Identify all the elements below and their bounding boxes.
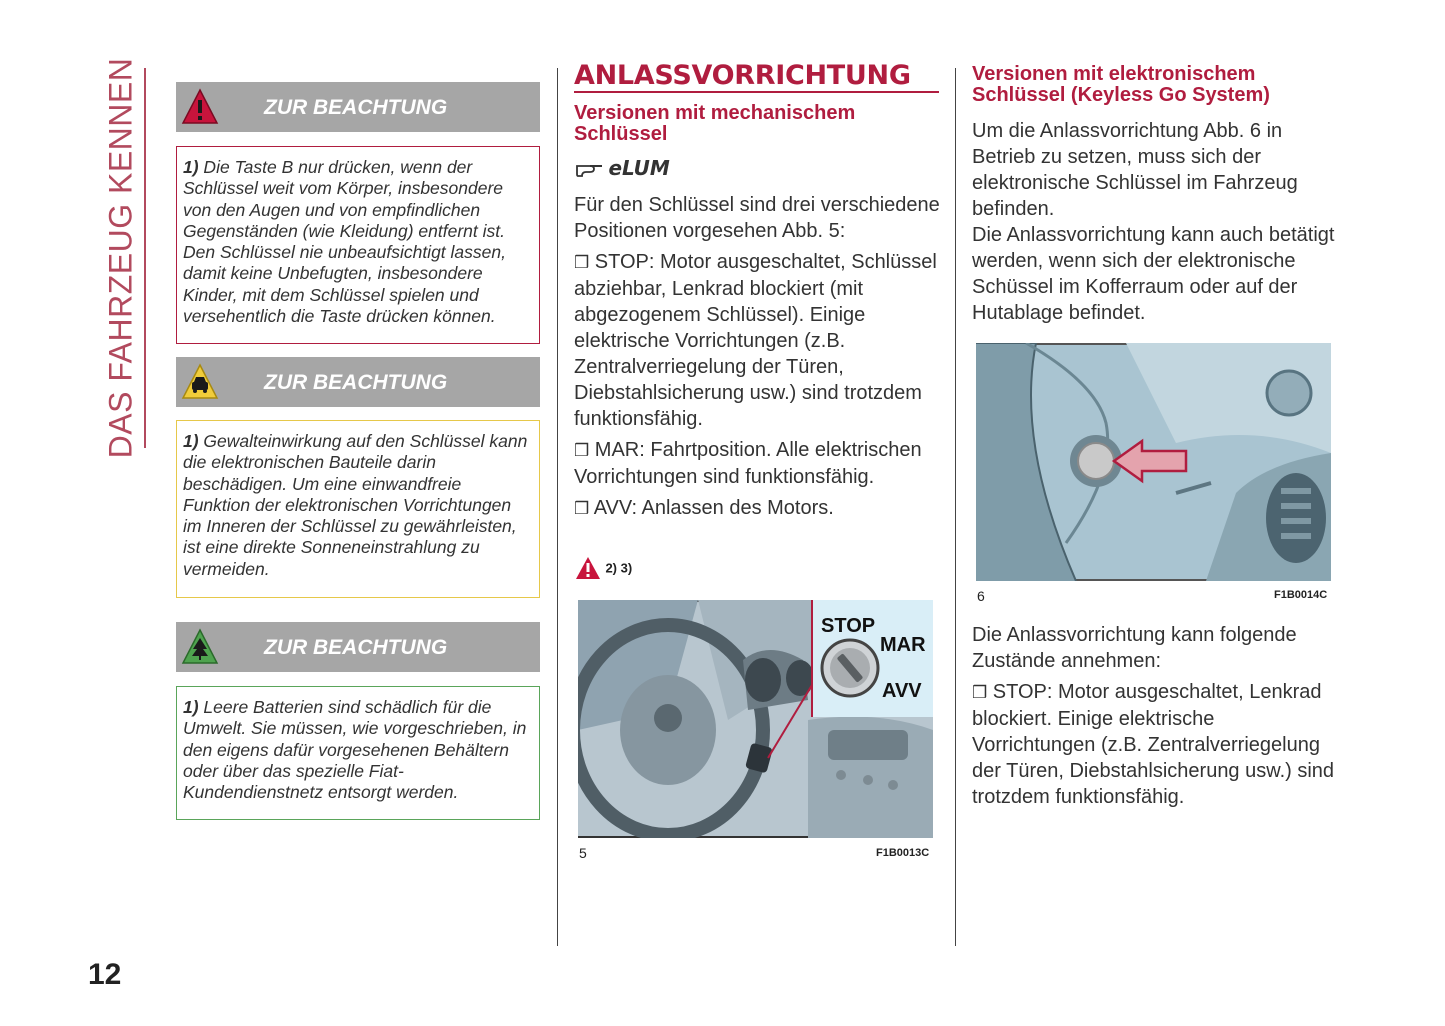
bullet-stop bbox=[574, 249, 946, 432]
column-divider-1 bbox=[557, 68, 558, 946]
warning-text: Die Taste B nur drücken, wenn der Schlüssel weit vom Körper, insbesondere von den Augen und von empfindlichen Gegenständen (wie Kleidung) entfernt ist. Den Schlüssel nie unbeaufsichtigt lassen, damit keine Unbefugten, insbesondere Kinder, mit dem Schlüssel spielen und versehentlich die Taste drücken können. bbox=[183, 157, 506, 327]
warning-body-1 bbox=[176, 146, 540, 344]
warning-reference bbox=[575, 556, 632, 580]
subtitle-line-1: Versionen mit elektronischem bbox=[972, 63, 1256, 85]
bullet-text: MAR: Fahrtposition. Alle elektrischen Vorrichtungen sind funktionsfähig. bbox=[574, 439, 922, 488]
figure-5-ignition bbox=[578, 600, 933, 838]
bullet-avv bbox=[574, 495, 946, 522]
warning-header-2 bbox=[176, 357, 540, 407]
figure-code: F1B0014C bbox=[1274, 589, 1328, 601]
subtitle-mechanical bbox=[574, 103, 944, 145]
warning-title: ZUR BEACHTUNG bbox=[264, 371, 448, 394]
middle-body bbox=[574, 192, 946, 522]
pointing-hand-icon bbox=[576, 157, 604, 179]
warning-header-3 bbox=[176, 622, 540, 672]
bullet-text: AVV: Anlassen des Motors. bbox=[589, 497, 834, 519]
page-number: 12 bbox=[88, 958, 122, 991]
warning-body-3 bbox=[176, 686, 540, 820]
right-body-bottom bbox=[972, 622, 1337, 810]
ignition-label-stop: STOP bbox=[821, 615, 876, 637]
checkbox-bullet-icon: ❒ bbox=[574, 499, 590, 518]
footnote-number: 1) bbox=[183, 697, 199, 717]
warning-text: Leere Batterien sind schädlich für die Umwelt. Sie müssen, wie vorgeschrieben, in den eigens dafür vorgesehenen Behältern oder über das spezielle Fiat-Kundendienstnetz entsorgt werden. bbox=[183, 697, 527, 803]
subtitle-electronic bbox=[972, 64, 1352, 106]
danger-triangle-icon bbox=[575, 556, 601, 580]
elum-label: eLUM bbox=[608, 156, 670, 180]
title-underline bbox=[574, 91, 939, 93]
warning-header-1 bbox=[176, 82, 540, 132]
checkbox-bullet-icon: ❒ bbox=[574, 441, 590, 460]
subtitle-line-2: Schlüssel (Keyless Go System) bbox=[972, 84, 1270, 106]
paragraph-1: Um die Anlassvorrichtung Abb. 6 in Betrieb zu setzen, muss sich der elektronische Schlüssel im Fahrzeug befinden. bbox=[972, 120, 1298, 220]
side-rule bbox=[144, 68, 146, 448]
figure-number: 5 bbox=[579, 845, 587, 861]
warning-title: ZUR BEACHTUNG bbox=[264, 636, 448, 659]
paragraph-3: Die Anlassvorrichtung kann folgende Zustände annehmen: bbox=[972, 624, 1297, 672]
section-side-label bbox=[96, 57, 146, 459]
checkbox-bullet-icon: ❒ bbox=[972, 683, 988, 702]
column-divider-2 bbox=[955, 68, 956, 946]
danger-triangle-icon bbox=[180, 87, 220, 127]
bullet-text: STOP: Motor ausgeschaltet, Schlüssel abziehbar, Lenkrad blockiert (mit abgezogenem Schlüssel). Einige elektrische Vorrichtungen (z.B. Zentralverriegelung der Türen, Diebstahlsicherung usw.) sind trotzdem funktionsfähig. bbox=[574, 251, 937, 430]
intro-paragraph: Für den Schlüssel sind drei verschiedene Positionen vorgesehen Abb. 5: bbox=[574, 194, 940, 242]
figure-code: F1B0013C bbox=[876, 847, 930, 859]
environment-tree-icon bbox=[180, 627, 220, 667]
figure-number: 6 bbox=[977, 588, 985, 604]
caution-car-icon bbox=[180, 362, 220, 402]
bullet-text: STOP: Motor ausgeschaltet, Lenkrad blockiert. Einige elektrische Vorrichtungen (z.B. Zentralverriegelung der Türen, Diebstahlsicherung usw.) sind trotzdem funktionsfähig. bbox=[972, 681, 1335, 808]
warning-reference-numbers: 2) 3) bbox=[605, 560, 633, 576]
section-title: ANLASSVORRICHTUNG bbox=[574, 60, 911, 91]
start-button-illustration bbox=[976, 343, 1331, 581]
subtitle-line-1: Versionen mit mechanischem bbox=[574, 102, 856, 124]
warning-text: Gewalteinwirkung auf den Schlüssel kann die elektronischen Bauteile darin beschädigen. Um eine einwandfreie Funktion der elektronischen Vorrichtungen im Inneren der Schlüssel zu gewährleisten, ist eine direkte Sonneneinstrahlung zu vermeiden. bbox=[183, 431, 528, 579]
footnote-number: 1) bbox=[183, 431, 199, 451]
footnote-number: 1) bbox=[183, 157, 199, 177]
warning-title: ZUR BEACHTUNG bbox=[264, 96, 448, 119]
ignition-label-avv: AVV bbox=[882, 680, 922, 702]
figure-6-start-button bbox=[976, 343, 1331, 581]
checkbox-bullet-icon: ❒ bbox=[574, 253, 590, 272]
paragraph-2: Die Anlassvorrichtung kann auch betätigt werden, wenn sich der elektronische Schüssel im Kofferraum oder auf der Hutablage befindet. bbox=[972, 224, 1335, 324]
warning-body-2 bbox=[176, 420, 540, 598]
ignition-label-mar: MAR bbox=[880, 634, 926, 656]
elum-reference bbox=[576, 156, 670, 182]
subtitle-line-2: Schlüssel bbox=[574, 123, 668, 145]
bullet-stop-keyless bbox=[972, 679, 1337, 810]
right-body-top bbox=[972, 118, 1337, 326]
section-label-text: DAS FAHRZEUG KENNEN bbox=[102, 57, 139, 459]
bullet-mar bbox=[574, 437, 946, 490]
